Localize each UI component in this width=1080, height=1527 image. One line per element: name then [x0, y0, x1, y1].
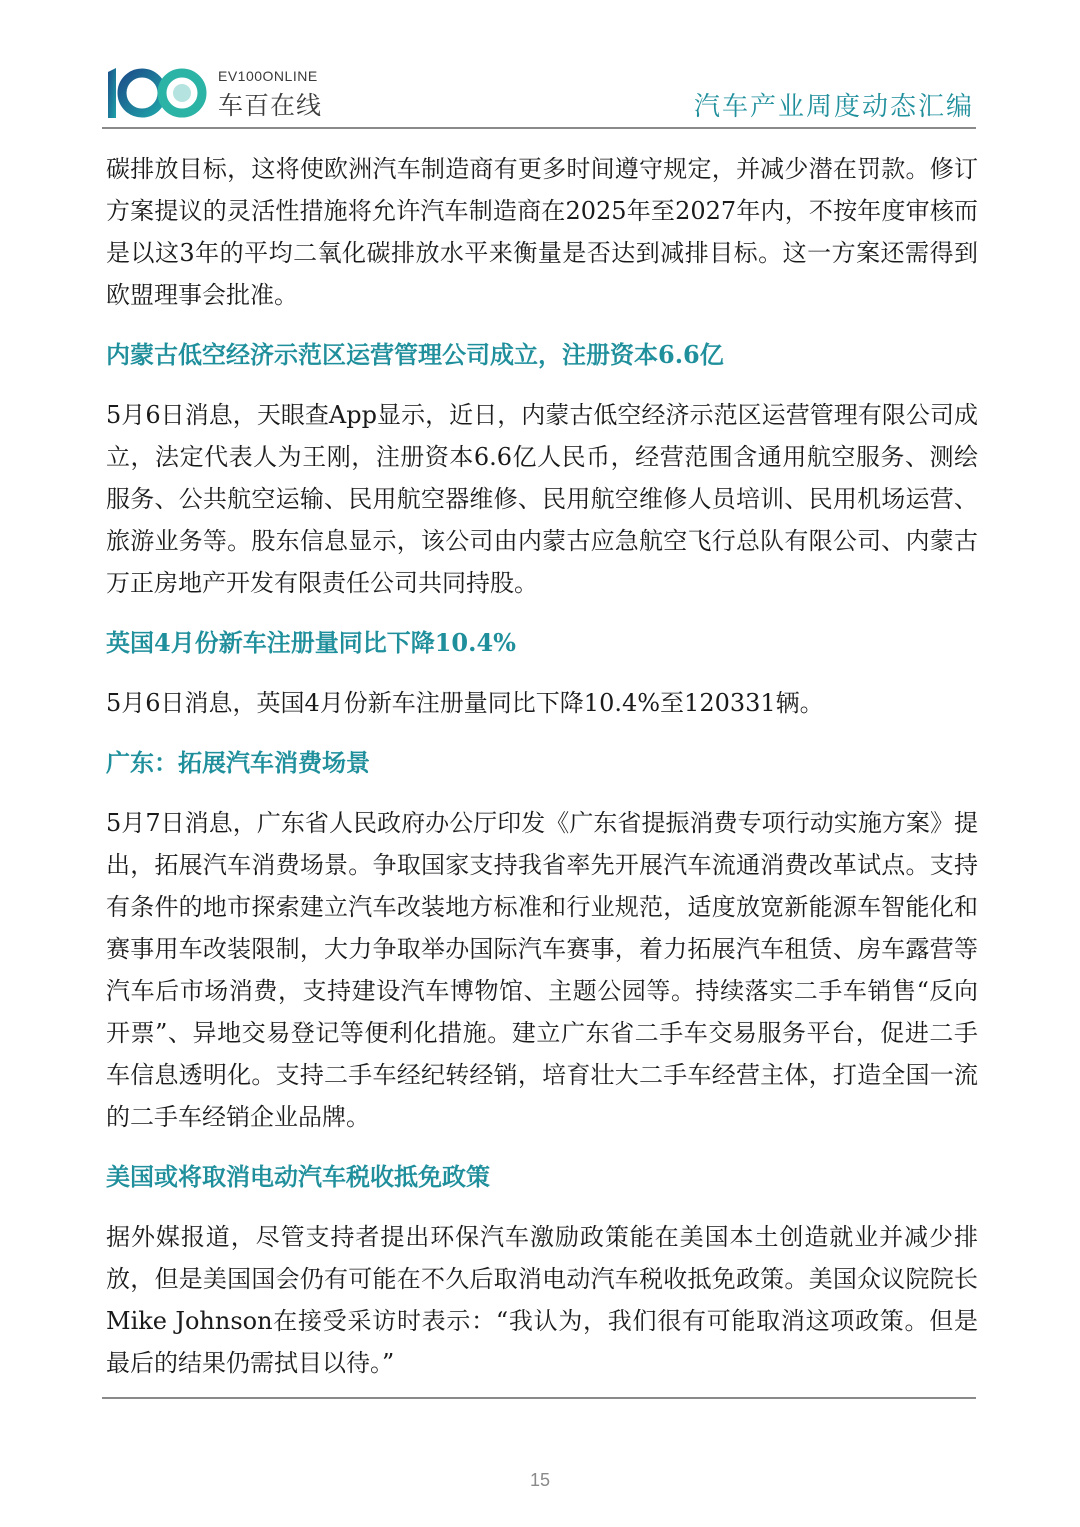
page-number: 15 — [529, 1470, 551, 1490]
logo-mark-icon — [100, 62, 216, 124]
paragraph: 据外媒报道，尽管支持者提出环保汽车激励政策能在美国本土创造就业并减少排放，但是美国国会仍有可能在不久后取消电动汽车税收抵免政策。美国众议院院长Mike Johnson在接受采访时表示：“我认为，我们很有可能取消这项政策。但是最后的结果仍需拭目以待。” — [106, 1223, 978, 1377]
logo-text-cn: 车百在线 — [218, 91, 323, 120]
paragraph: 碳排放目标，这将使欧洲汽车制造商有更多时间遵守规定，并减少潜在罚款。修订方案提议的灵活性措施将允许汽车制造商在2025年至2027年内，不按年度审核而是以这3年的平均二氧化碳排放水平来衡量是否达到减排目标。这一方案还需得到欧盟理事会批准。 — [106, 155, 978, 309]
section-heading: 英国4月份新车注册量同比下降10.4% — [106, 628, 516, 657]
logo — [100, 62, 330, 124]
paragraph: 5月7日消息，广东省人民政府办公厅印发《广东省提振消费专项行动实施方案》提出，拓展汽车消费场景。争取国家支持我省率先开展汽车流通消费改革试点。支持有条件的地市探索建立汽车改装地方标准和行业规范，适度放宽新能源车智能化和赛事用车改装限制，大力争取举办国际汽车赛事，着力拓展汽车租赁、房车露营等汽车后市场消费，支持建设汽车博物馆、主题公园等。持续落实二手车销售“反向开票”、异地交易登记等便利化措施。建立广东省二手车交易服务平台，促进二手车信息透明化。支持二手车经纪转经销，培育壮大二手车经营主体，打造全国一流的二手车经销企业品牌。 — [106, 809, 978, 1131]
document-title: 汽车产业周度动态汇编 — [693, 92, 974, 122]
logo-text-en: EV100ONLINE — [218, 68, 318, 84]
article-body — [106, 148, 978, 1384]
section-heading: 广东：拓展汽车消费场景 — [106, 748, 370, 777]
paragraph: 5月6日消息，英国4月份新车注册量同比下降10.4%至120331辆。 — [106, 689, 824, 717]
paragraph: 5月6日消息，天眼查App显示，近日，内蒙古低空经济示范区运营管理有限公司成立，法定代表人为王刚，注册资本6.6亿人民币，经营范围含通用航空服务、测绘服务、公共航空运输、民用航空器维修、民用航空维修人员培训、民用机场运营、旅游业务等。股东信息显示，该公司由内蒙古应急航空飞行总队有限公司、内蒙古万正房地产开发有限责任公司共同持股。 — [106, 401, 978, 597]
section-heading: 美国或将取消电动汽车税收抵免政策 — [106, 1162, 490, 1191]
header-divider — [102, 127, 976, 129]
page-header — [100, 60, 976, 126]
section-heading: 内蒙古低空经济示范区运营管理公司成立，注册资本6.6亿 — [106, 340, 724, 369]
footer-divider — [102, 1397, 976, 1399]
